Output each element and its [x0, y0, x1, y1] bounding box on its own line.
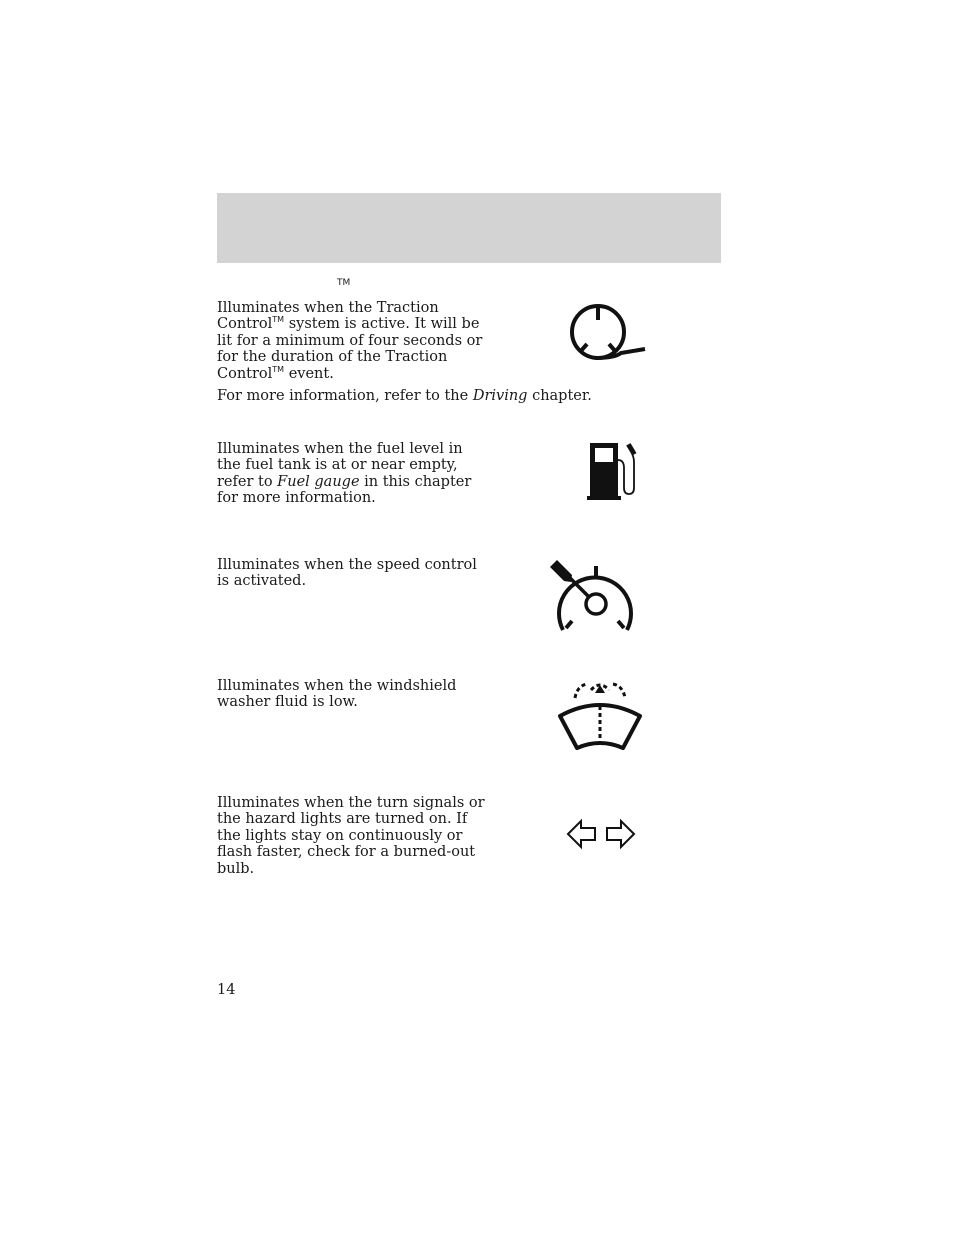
page-number: 14 — [217, 982, 236, 998]
low-fuel-description: Illuminates when the fuel level in the fuel tank is at or near empty, refer to Fuel gauge in this chapter for more information. — [217, 441, 472, 507]
fuel-pump-icon — [584, 440, 644, 504]
traction-control-icon — [565, 300, 649, 364]
section-header-band — [217, 193, 721, 263]
trademark-mark: TM — [337, 278, 351, 288]
turn-signal-icon — [563, 816, 639, 852]
speed-control-icon — [546, 556, 642, 636]
turn-signal-description: Illuminates when the turn signals or the hazard lights are turned on. If the lights stay on continuously or flash faster, check for a burned-out bulb. — [217, 795, 485, 877]
traction-more-info: For more information, refer to the Driving chapter. — [217, 388, 592, 404]
fuel-gauge-reference: Fuel gauge — [277, 473, 360, 490]
speed-control-description: Illuminates when the speed control is activated. — [217, 557, 477, 590]
washer-fluid-description: Illuminates when the windshield washer fluid is low. — [217, 678, 457, 711]
driving-chapter-reference: Driving — [472, 388, 528, 404]
traction-control-description: Illuminates when the Traction Control™ system is active. It will be lit for a minimum of four seconds or for the duration of the Traction Control™ event. — [217, 300, 483, 382]
washer-fluid-icon — [555, 676, 645, 754]
